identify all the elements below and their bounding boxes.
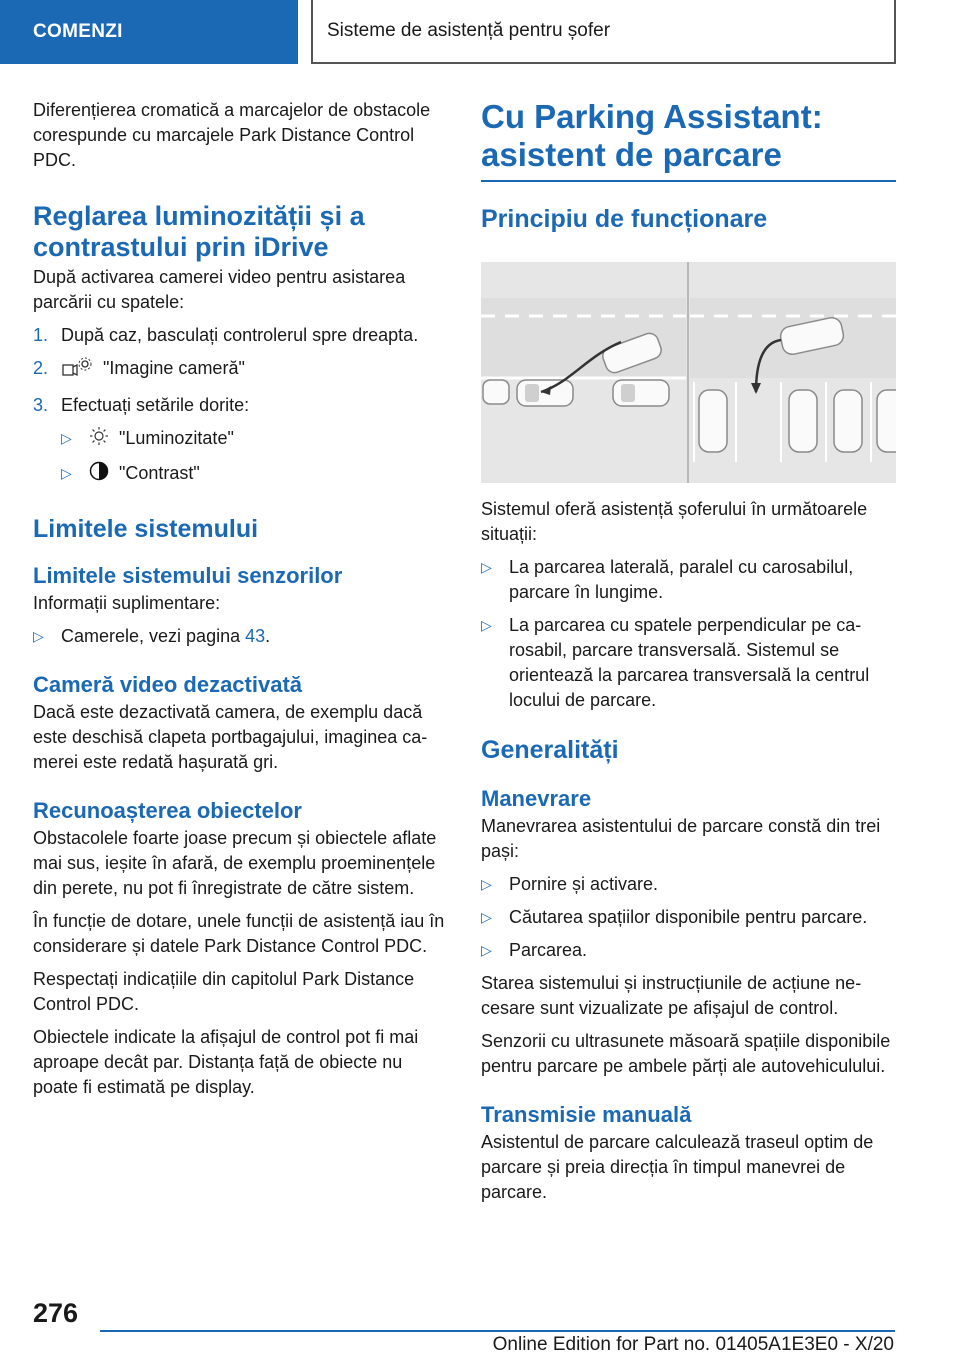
title-rule bbox=[481, 180, 896, 182]
intro-paragraph: Diferențierea cromatică a marcajelor de obstacole corespunde cu marcajele Park Distance Control PDC. bbox=[33, 100, 431, 170]
step-text: "Imagine cameră" bbox=[103, 358, 245, 378]
option-text: "Contrast" bbox=[119, 463, 200, 483]
heading-brightness: Reglarea luminozității și a contrastului prin iDrive bbox=[33, 201, 365, 262]
heading-camera-off: Cameră video dezactivată bbox=[33, 672, 303, 697]
heading-manual-transmission: Transmisie manuală bbox=[481, 1102, 692, 1127]
heading-general: Generalități bbox=[481, 736, 619, 764]
bullet-triangle-icon: ▷ bbox=[481, 876, 492, 892]
maneuver-step-1 bbox=[481, 872, 896, 897]
page-link[interactable]: 43 bbox=[245, 626, 266, 646]
step-number: 2. bbox=[33, 358, 49, 378]
heading-maneuver: Manevrare bbox=[481, 786, 592, 811]
bullet-triangle-icon: ▷ bbox=[481, 942, 492, 958]
bullet-text: Pornire și activare. bbox=[509, 874, 659, 894]
bullet-triangle-icon: ▷ bbox=[61, 465, 72, 481]
step-number: 3. bbox=[33, 395, 49, 415]
bullet-text: Parcarea. bbox=[509, 940, 588, 960]
camera-off-text: Dacă este dezactivată camera, de exemplu dacă este deschisă clapeta portbagajului, imaginea camerei este redată hașurată gri. bbox=[33, 702, 428, 772]
step-number: 1. bbox=[33, 325, 49, 345]
maneuver-paragraph-1: Starea sistemului și instrucțiunile de acțiune necesare sunt vizualizate pe afișajul de control. bbox=[481, 973, 862, 1018]
objects-paragraph-3: Respectați indicațiile din capitolul Park Distance Control PDC. bbox=[33, 969, 415, 1014]
bullet-triangle-icon: ▷ bbox=[33, 628, 44, 644]
step-text: După caz, basculați controlerul spre dreapta. bbox=[61, 325, 419, 345]
maneuver-step-2 bbox=[481, 905, 896, 930]
bullet-triangle-icon: ▷ bbox=[481, 559, 492, 575]
footer-edition: Online Edition for Part no. 01405A1E3E0 - X/20 bbox=[492, 1334, 894, 1355]
option-brightness bbox=[33, 426, 448, 453]
cameras-bullet-text bbox=[61, 624, 270, 649]
section-title: Cu Parking Assistant: asistent de parcare bbox=[481, 98, 823, 173]
heading-sensor-limits: Limitele sistemului senzorilor bbox=[33, 563, 343, 588]
manual-transmission-text: Asistentul de parcare calculează traseul optim de parcare și preia direcția în timpul manevrei de parcare. bbox=[481, 1132, 874, 1202]
step-2 bbox=[33, 356, 448, 385]
bullet-text: Căutarea spațiilor disponibile pentru parcare. bbox=[509, 907, 868, 927]
cameras-bullet bbox=[33, 624, 448, 649]
extra-info-text: Informații suplimentare: bbox=[33, 593, 221, 613]
brightness-icon bbox=[89, 426, 109, 453]
page-number: 276 bbox=[33, 1298, 79, 1328]
bullet-triangle-icon: ▷ bbox=[61, 430, 72, 446]
step-1 bbox=[33, 323, 448, 348]
objects-paragraph-2: În funcție de dotare, unele funcții de asistență iau în considerare și datele Park Distance Control PDC. bbox=[33, 911, 445, 956]
right-column bbox=[481, 98, 896, 1213]
heading-object-recognition: Recunoașterea obiectelor bbox=[33, 798, 302, 823]
bullet-text: La parcarea laterală, paralel cu carosabilul, parcare în lungime. bbox=[509, 557, 854, 602]
step-3 bbox=[33, 393, 448, 418]
bullet-text: La parcarea cu spatele perpendicular pe carosabil, parcare transversală. Sistemul se orientează la parcarea transversală la centrul locului de parcare. bbox=[509, 615, 870, 710]
option-contrast bbox=[33, 461, 448, 488]
maneuver-step-3 bbox=[481, 938, 896, 963]
camera-settings-icon bbox=[61, 356, 93, 385]
step-text: Efectuați setările dorite: bbox=[61, 395, 250, 415]
contrast-icon bbox=[89, 461, 109, 488]
principle-bullet-1 bbox=[481, 555, 896, 605]
heading-system-limits: Limitele sistemului bbox=[33, 515, 259, 543]
cameras-text: Camerele, vezi pagina bbox=[61, 626, 246, 646]
principle-bullet-2 bbox=[481, 613, 896, 713]
heading-principle: Principiu de funcționare bbox=[481, 205, 768, 233]
header-chapter-label: Sisteme de asistență pentru șofer bbox=[327, 20, 611, 41]
bullet-triangle-icon: ▷ bbox=[481, 909, 492, 925]
maneuver-paragraph-2: Senzorii cu ultrasunete măsoară spațiile disponibile pentru parcare pe ambele părți ale autovehiculului. bbox=[481, 1031, 891, 1076]
objects-paragraph-4: Obiectele indicate la afișajul de control pot fi mai aproape decât par. Distanța față de obiecte nu poate fi estimată pe display. bbox=[33, 1027, 419, 1097]
brightness-intro: După activarea camerei video pentru asistarea parcării cu spatele: bbox=[33, 267, 406, 312]
footer-rule bbox=[100, 1330, 895, 1332]
header-section-tab bbox=[0, 0, 298, 64]
maneuver-intro: Manevrarea asistentului de parcare constă din trei pași: bbox=[481, 816, 881, 861]
bullet-triangle-icon: ▷ bbox=[481, 617, 492, 633]
option-text: "Luminozitate" bbox=[119, 428, 234, 448]
header-chapter-title bbox=[311, 0, 896, 64]
cameras-end: . bbox=[265, 626, 271, 646]
principle-intro: Sistemul oferă asistență șoferului în următoarele situații: bbox=[481, 499, 868, 544]
parking-illustration bbox=[481, 262, 896, 483]
objects-paragraph-1: Obstacolele foarte joase precum și obiectele aflate mai sus, ieșite în afară, de exemplu proeminențele din perete, nu pot fi înregistrate de către sistem. bbox=[33, 828, 437, 898]
left-column bbox=[33, 98, 448, 1108]
header-section-label: COMENZI bbox=[33, 21, 123, 42]
